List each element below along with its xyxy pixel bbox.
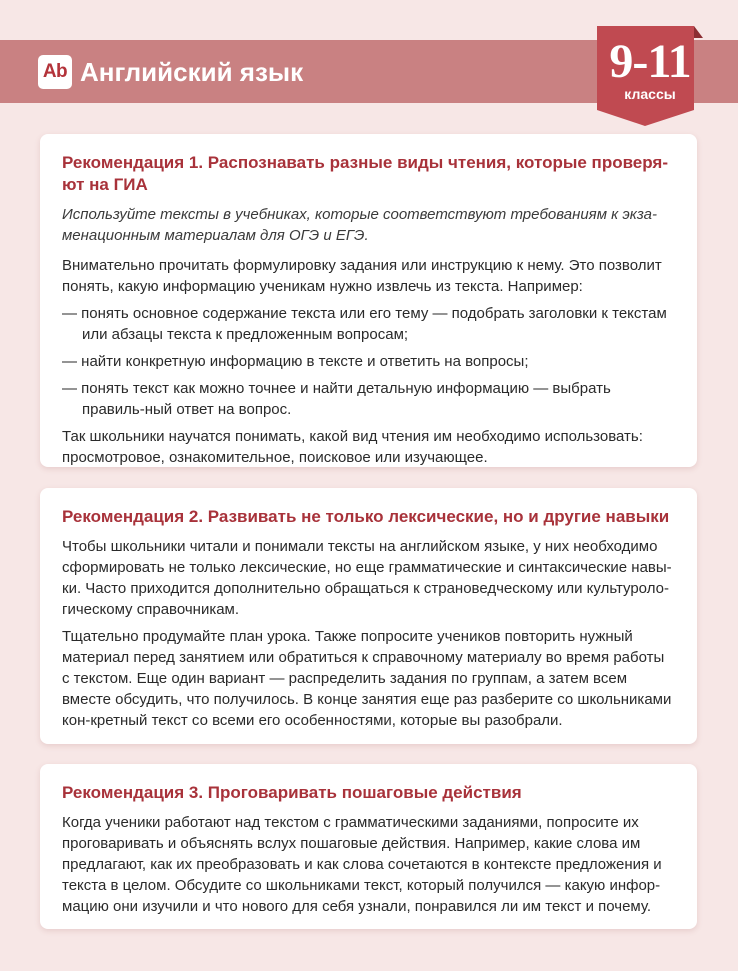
grade-ribbon xyxy=(597,26,703,128)
recommendation-card-2 xyxy=(40,488,697,744)
recommendation-paragraph: Внимательно прочитать формулировку задания или инструкцию к нему. Это позволит понять, какую информацию ученикам нужно извлечь из текста. Например: xyxy=(62,257,662,295)
recommendation-card-1 xyxy=(40,134,697,467)
subject-logo-icon: Ab xyxy=(38,55,72,89)
recommendation-paragraph: Тщательно продумайте план урока. Также попросите учеников повторить нужный материал перед занятием или обратиться к справочному материалу во время работы с текстом. Еще один вариант — распределить задания по группам, а затем всем вместе обсудить, что получилось. В конце занятия еще раз разберите со школьниками кон-кретный текст со всеми его особенностями, которые вы разобрали. xyxy=(62,628,672,729)
grade-number: 9-11 xyxy=(609,35,691,88)
recommendation-title: Рекомендация 1. Распознавать разные виды чтения, которые проверя-ют на ГИА xyxy=(62,153,669,194)
recommendation-paragraph: Когда ученики работают над текстом с грамматическими заданиями, попросите их проговаривать и объяснять вслух пошаговые действия. Например, какие слова им предлагают, как их преобразовать и как слова сочетаются в контексте предложения и текста в целом. Обсудите со школьниками текст, который получился — какую инфор-мацию они изучили и что нового для себя узнали, понравился ли им текст и почему. xyxy=(62,814,662,915)
grade-label: классы xyxy=(624,86,676,102)
list-item: — понять текст как можно точнее и найти детальную информацию — выбрать правиль-ный ответ на вопрос. xyxy=(62,380,611,418)
recommendation-intro: Используйте тексты в учебниках, которые соответствуют требованиям к экза-менационным материалам для ОГЭ и ЕГЭ. xyxy=(62,206,657,244)
subject-title: Английский язык xyxy=(80,57,304,87)
recommendation-paragraph: Так школьники научатся понимать, какой вид чтения им необходимо использовать: просмотровое, ознакомительное, поисковое или изучающее. xyxy=(62,428,643,466)
recommendation-paragraph: Чтобы школьники читали и понимали тексты на английском языке, у них необходимо сформировать не только лексические, но еще грамматические и синтаксические навы-ки. Часто приходится дополнительно обращаться к страноведческому или культуроло-гическому справочникам. xyxy=(62,538,672,618)
list-item: — понять основное содержание текста или его тему — подобрать заголовки к текстам или абзацы текста к предложенным вопросам; xyxy=(62,305,667,343)
recommendation-card-3 xyxy=(40,764,697,929)
list-item: — найти конкретную информацию в тексте и ответить на вопросы; xyxy=(62,353,529,370)
recommendation-title: Рекомендация 3. Проговаривать пошаговые действия xyxy=(62,783,522,802)
recommendation-title: Рекомендация 2. Развивать не только лексические, но и другие навыки xyxy=(62,507,670,526)
